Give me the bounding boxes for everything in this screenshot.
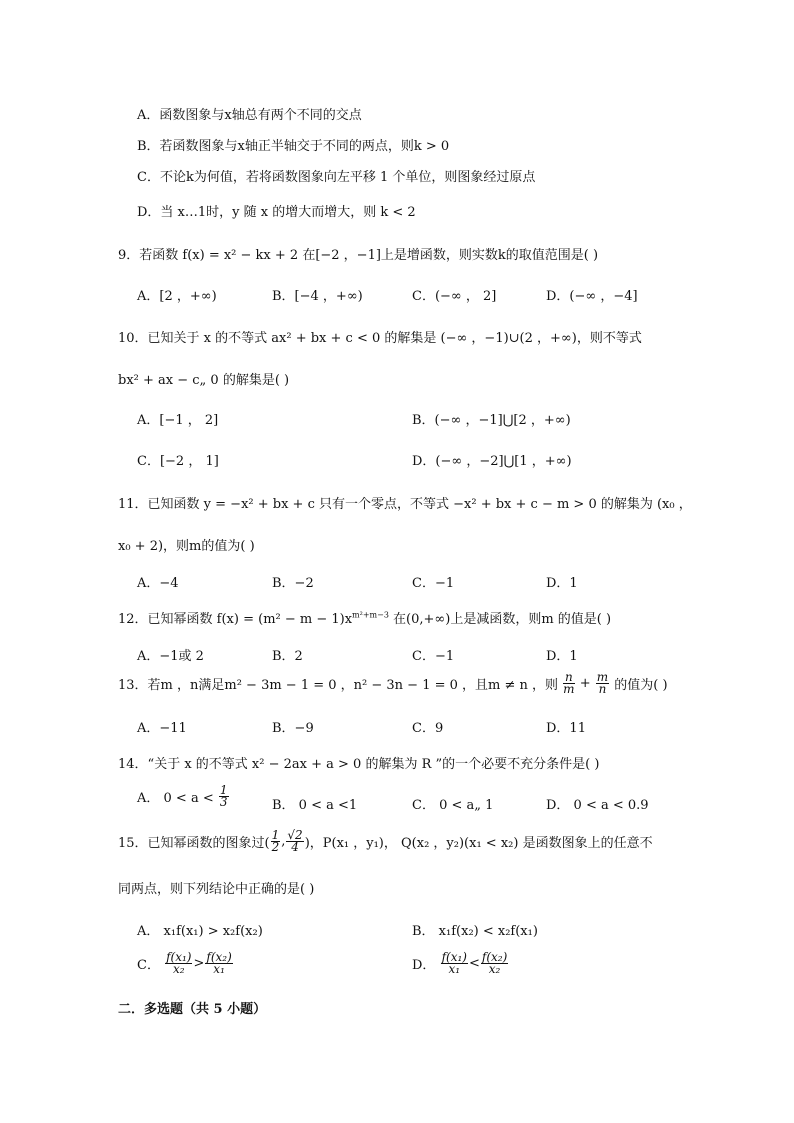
q15-c-frac2-den: x₁	[213, 962, 225, 976]
q15-option-a: A． x₁f(x₁) > x₂f(x₂)	[137, 924, 263, 939]
q11-option-c: C．−1	[412, 576, 455, 591]
q15-fraction-root2-over-4	[286, 830, 303, 853]
q13-stem-post: 的值为( )	[614, 678, 668, 693]
q13-option-c: C．9	[412, 721, 444, 736]
q15-option-d	[412, 952, 509, 975]
q13-frac2-den: n	[598, 682, 607, 696]
q14-stem: 14．“关于 x 的不等式 x² − 2ax + a > 0 的解集为 R ”的一个必要不充分条件是( )	[118, 757, 600, 772]
section-heading-multiple-choice: 二．多选题（共 5 小题）	[118, 1002, 267, 1017]
q8-option-d: D．当 x…1时，y 随 x 的增大而增大，则 k < 2	[137, 205, 416, 220]
q13-option-a: A．−11	[137, 721, 187, 736]
q14-frac-den: 3	[219, 795, 228, 809]
q15-c-frac1	[165, 952, 192, 975]
q10-stem-line2: bx² + ax − c„ 0 的解集是( )	[118, 373, 290, 388]
q12-option-a: A．−1或 2	[137, 649, 204, 664]
q15-c-frac1-den: x₂	[173, 962, 185, 976]
q13-frac1-num: n	[565, 670, 573, 684]
q13-stem	[118, 672, 668, 695]
q12-stem-pre: 12．已知幂函数 f(x) = (m² − m − 1)x	[118, 612, 353, 627]
q15-option-b: B． x₁f(x₂) < x₂f(x₁)	[412, 924, 538, 939]
q13-plus: +	[579, 676, 591, 691]
q15-f1-den: 2	[271, 840, 280, 854]
q15-fraction-half	[271, 830, 281, 853]
q9-option-b: B．[−4 ，+∞)	[272, 289, 363, 304]
q11-option-d: D．1	[546, 576, 578, 591]
q14-option-d: D． 0 < a < 0.9	[546, 798, 649, 813]
q14-option-c: C． 0 < a„ 1	[412, 798, 494, 813]
q15-c-op: >	[193, 956, 205, 971]
q15-stem-post: )，P(x₁ ，y₁)， Q(x₂ ，y₂)(x₁ < x₂) 是函数图象上的任意不	[304, 836, 653, 851]
q9-option-c: C．(−∞ ， 2]	[412, 289, 497, 304]
q14-option-a	[137, 785, 230, 808]
q13-option-d: D．11	[546, 721, 586, 736]
q13-fraction-m-over-n	[596, 672, 609, 695]
q14-option-a-text: A． 0 < a <	[137, 791, 214, 806]
q14-frac-num: 1	[219, 783, 228, 797]
q9-option-d: D．(−∞ ，−4]	[546, 289, 638, 304]
q15-stem-pre: 15．已知幂函数的图象过(	[118, 836, 270, 851]
q13-fraction-n-over-m	[563, 672, 574, 695]
q12-stem-post: 在(0,+∞)上是减函数，则m 的值是( )	[388, 612, 612, 627]
q15-c-frac1-num: f(x₁)	[166, 950, 192, 964]
q10-option-d: D．(−∞ ，−2]⋃[1 ，+∞)	[412, 454, 572, 469]
q12-option-b: B．2	[272, 649, 303, 664]
q11-option-b: B．−2	[272, 576, 314, 591]
q15-c-frac2-num: f(x₂)	[206, 950, 232, 964]
q15-d-frac1-num: f(x₁)	[441, 950, 467, 964]
q10-option-c: C．[−2 ， 1]	[137, 454, 219, 469]
q11-stem-line2: x₀ + 2)，则m的值为( )	[118, 539, 255, 554]
q12-option-c: C．−1	[412, 649, 455, 664]
q15-d-op: <	[468, 956, 480, 971]
q15-c-label: C．	[137, 958, 160, 973]
q12-stem-exponent: m²+m−3	[352, 610, 389, 620]
q8-option-a: A．函数图象与x轴总有两个不同的交点	[137, 108, 362, 123]
q9-stem: 9．若函数 f(x) = x² − kx + 2 在[−2 ，−1]上是增函数，则实数k的取值范围是( )	[118, 248, 599, 263]
q13-stem-pre: 13．若m ，n满足m² − 3m − 1 = 0 ，n² − 3n − 1 = 0 ，且m ≠ n ，则	[118, 678, 559, 693]
q13-option-b: B．−9	[272, 721, 314, 736]
q15-d-frac2-num: f(x₂)	[481, 950, 508, 964]
q14-option-a-fraction	[219, 785, 229, 808]
q15-d-frac2-den: x₂	[488, 962, 501, 976]
q10-option-b: B．(−∞ ，−1]⋃[2 ，+∞)	[412, 413, 571, 428]
q8-option-c: C．不论k为何值，若将函数图象向左平移 1 个单位，则图象经过原点	[137, 170, 536, 185]
q15-option-c	[137, 952, 234, 975]
q14-option-b: B． 0 < a <1	[272, 798, 358, 813]
q15-comma: ,	[281, 834, 286, 849]
q15-d-label: D．	[412, 958, 436, 973]
q10-stem-line1: 10．已知关于 x 的不等式 ax² + bx + c < 0 的解集是 (−∞ ，−1)∪(2 ，+∞)，则不等式	[118, 331, 642, 346]
q15-d-frac2	[481, 952, 508, 975]
q8-option-b: B．若函数图象与x轴正半轴交于不同的两点，则k > 0	[137, 139, 450, 154]
q9-option-a: A．[2 ，+∞)	[137, 289, 217, 304]
q15-f1-num: 1	[271, 828, 280, 842]
q15-d-frac1	[441, 952, 468, 975]
q15-c-frac2	[205, 952, 232, 975]
q12-stem	[118, 608, 611, 627]
q10-option-a: A．[−1 ， 2]	[137, 413, 219, 428]
q15-f2-den: 4	[291, 840, 299, 854]
q13-frac2-num: m	[596, 670, 609, 684]
q13-frac1-den: m	[563, 682, 575, 696]
q11-stem-line1: 11．已知函数 y = −x² + bx + c 只有一个零点，不等式 −x² + bx + c − m > 0 的解集为 (x₀ ，	[118, 497, 692, 512]
q12-option-d: D．1	[546, 649, 578, 664]
q15-stem-line2: 同两点，则下列结论中正确的是( )	[118, 882, 315, 897]
q15-d-frac1-den: x₁	[448, 962, 461, 976]
q15-f2-num: √2	[287, 828, 303, 842]
q15-stem-line1	[118, 830, 653, 853]
q11-option-a: A．−4	[137, 576, 179, 591]
